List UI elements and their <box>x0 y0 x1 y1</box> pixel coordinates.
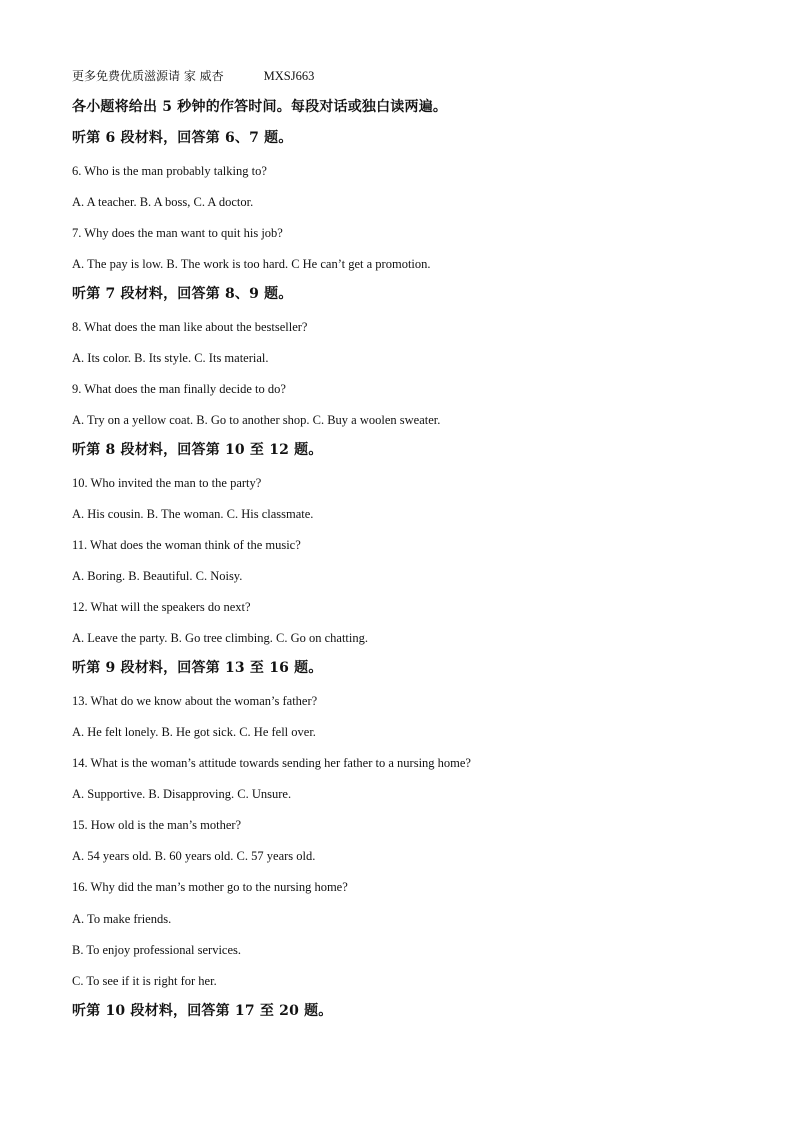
options-6: A. A teacher. B. A boss, C. A doctor. <box>72 195 254 209</box>
question-6: 6. Who is the man probably talking to? <box>72 164 267 178</box>
section-heading-8: 听第 8 段材料，回答第 10 至 12 题。 <box>72 442 323 458</box>
options-14: A. Supportive. B. Disapproving. C. Unsure. <box>72 787 292 801</box>
options-12: A. Leave the party. B. Go tree climbing. C. Go on chatting. <box>72 631 368 645</box>
option-16b: B. To enjoy professional services. <box>72 943 242 957</box>
question-15: 15. How old is the man’s mother? <box>72 818 242 832</box>
options-9: A. Try on a yellow coat. B. Go to another shop. C. Buy a woolen sweater. <box>72 413 441 427</box>
question-13: 13. What do we know about the woman’s father? <box>72 694 318 708</box>
question-16: 16. Why did the man’s mother go to the nursing home? <box>72 880 348 894</box>
question-7: 7. Why does the man want to quit his job? <box>72 226 283 240</box>
options-10: A. His cousin. B. The woman. C. His classmate. <box>72 507 314 521</box>
question-9: 9. What does the man finally decide to do? <box>72 382 286 396</box>
question-11: 11. What does the woman think of the music? <box>72 538 301 552</box>
option-16a: A. To make friends. <box>72 912 172 926</box>
watermark-text: 更多免费优质滋源请 家 威杏 <box>72 69 224 83</box>
options-11: A. Boring. B. Beautiful. C. Noisy. <box>72 569 243 583</box>
section-heading-10: 听第 10 段材料，回答第 17 至 20 题。 <box>72 1003 333 1019</box>
option-16c: C. To see if it is right for her. <box>72 974 217 988</box>
question-10: 10. Who invited the man to the party? <box>72 476 262 490</box>
section-heading-7: 听第 7 段材料，回答第 8、9 题。 <box>72 286 293 302</box>
options-8: A. Its color. B. Its style. C. Its material. <box>72 351 269 365</box>
header-line <box>72 68 314 84</box>
options-13: A. He felt lonely. B. He got sick. C. He fell over. <box>72 725 316 739</box>
document-code: MXSJ663 <box>263 69 315 83</box>
section-heading-6: 听第 6 段材料，回答第 6、7 题。 <box>72 130 293 146</box>
question-14: 14. What is the woman’s attitude towards sending her father to a nursing home? <box>72 756 471 770</box>
options-15: A. 54 years old. B. 60 years old. C. 57 years old. <box>72 849 316 863</box>
section-heading-9: 听第 9 段材料，回答第 13 至 16 题。 <box>72 660 323 676</box>
question-12: 12. What will the speakers do next? <box>72 600 251 614</box>
question-8: 8. What does the man like about the bestseller? <box>72 320 308 334</box>
options-7: A. The pay is low. B. The work is too hard. C He can’t get a promotion. <box>72 257 431 271</box>
instruction-line: 各小题将给出 5 秒钟的作答时间。每段对话或独白读两遍。 <box>72 99 448 115</box>
